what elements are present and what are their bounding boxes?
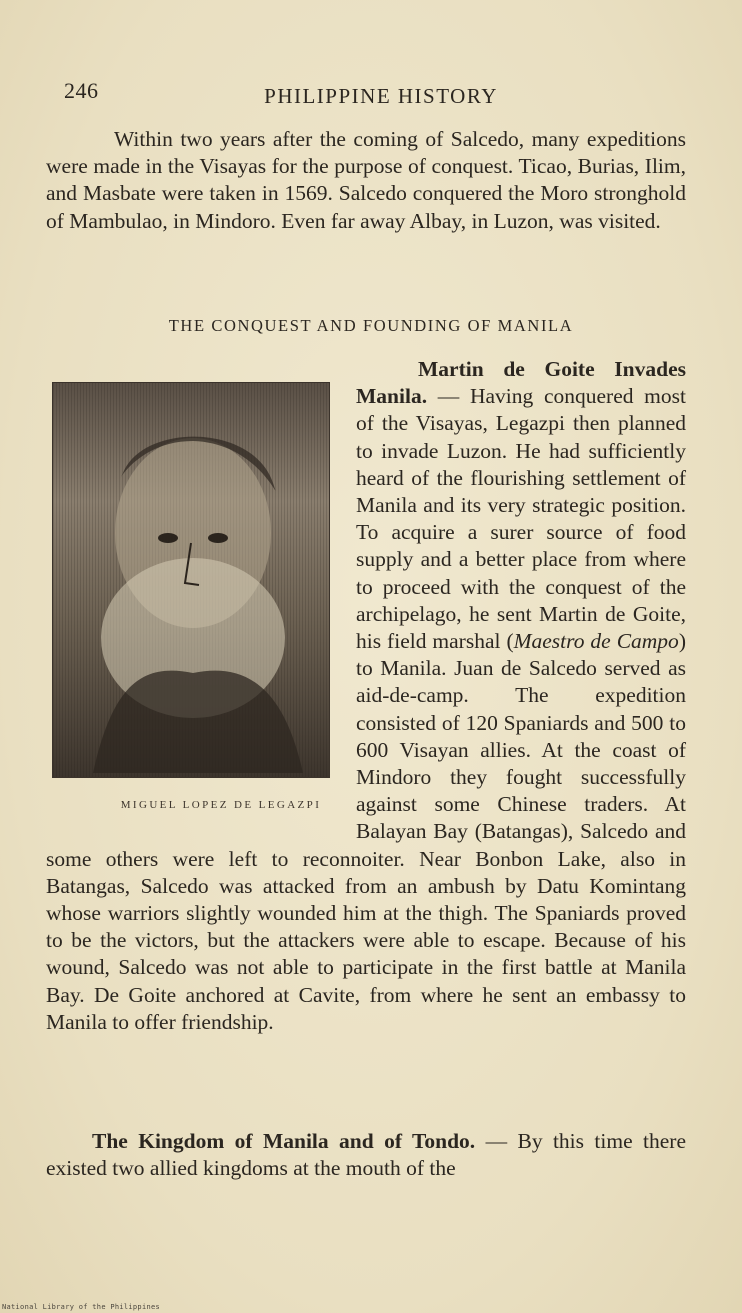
paragraph-text: — By this time there existed two allied kingdoms at the mouth of the [46,1129,686,1181]
italic-term: Maestro de Campo [513,629,679,654]
page-header [64,78,698,112]
paragraph-kingdom-manila [46,1128,686,1182]
library-watermark: National Library of the Philippines [2,1303,161,1311]
paragraph-expeditions: Within two years after the coming of Salcedo, many expeditions were made in the Visayas for the purpose of conquest. Ticao, Burias, Ilim, and Masbate were taken in 1569. Salcedo conquered the Moro stronghold of Mambulao, in Mindoro. Even far away Albay, in Luzon, was visited. [46,127,686,233]
running-title: PHILIPPINE HISTORY [264,84,498,108]
legazpi-portrait-engraving [52,382,330,778]
runin-heading-goite: Martin de Goite Invades Manila. [356,357,686,409]
portrait-figure [46,356,334,824]
portrait-caption: MIGUEL LOPEZ DE LEGAZPI [120,799,322,811]
paragraph-text-part-a: — Having conquered most of the Visayas, Legazpi then planned to invade Luzon. He had sufficiently heard of the flourishing settlement of Manila and its very strategic position. To acquire a surer source of food supply and a better place from where to proceed with the conquest of the archipelago, he sent Martin de Goite, his field marshal ( [356,384,686,654]
paragraph-text-part-b: ) to Manila. Juan de Salcedo served as aid-de-camp. The expedition consisted of 120 Spaniards and 500 to 600 Visayan allies. At the coast of Mindoro they fought successfully against some Chinese traders. At Balayan Bay (Batangas), Salcedo and some others were left to reconnoiter. Near Bonbon Lake, also in Batangas, Salcedo was attacked from an ambush by Datu Komintang whose warriors slightly wounded him at the thigh. The Spaniards proved to be the victors, but the attackers were able to escape. Because of his wound, Salcedo was not able to participate in the first battle at Manila Bay. De Goite anchored at Cavite, from where he sent an embassy to Manila to offer friendship. [46,629,686,1034]
page-number: 246 [64,78,99,103]
section-heading: THE CONQUEST AND FOUNDING OF MANILA [168,316,574,335]
runin-heading-kingdom: The Kingdom of Manila and of Tondo. [92,1129,476,1153]
paragraph-goite-invades [46,356,686,1036]
